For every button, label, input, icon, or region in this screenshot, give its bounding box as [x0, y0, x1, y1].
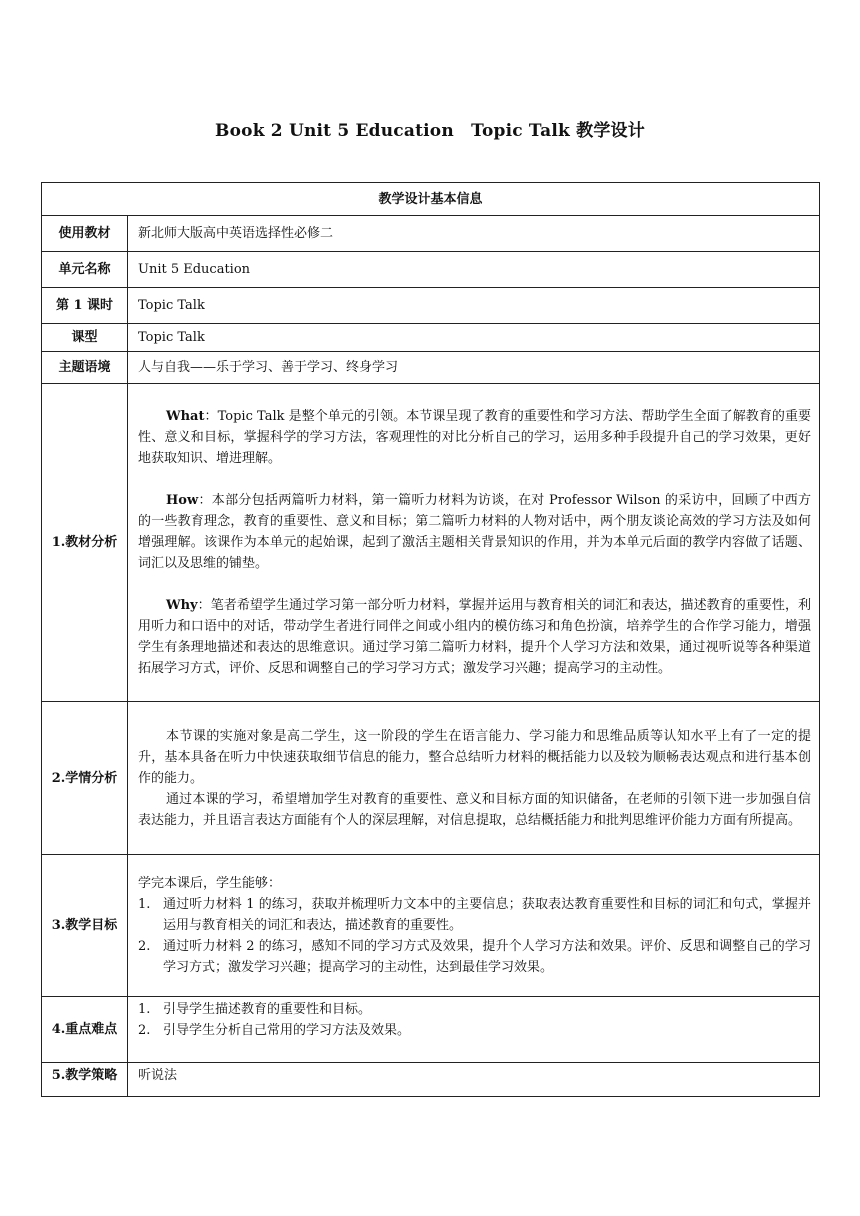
analysis-how-paragraph	[138, 490, 811, 574]
learner-paragraph-2: 通过本课的学习，希望增加学生对教育的重要性、意义和目标方面的知识储备，在老师的引领下进一步加强自信表达能力，并且语言表达方面能有个人的深层理解，对信息提取，总结概括能力和批判思维评价能力方面有所提高。	[138, 791, 812, 828]
analysis-why-text: ：笔者希望学生通过学习第一部分听力材料，掌握并运用与教育相关的词汇和表达，描述教育的重要性，利用听力和口语中的对话，带动学生者进行同伴之间或小组内的模仿练习和角色扮演，培养学生的合作学习能力，增强学生有条理地描述和表达的思维意识。通过学习第二篇听力材料，提升个人学习方法和效果，通过视听说等各种渠道拓展学习方式，评价、反思和调整自己的学习学习方式；激发学习兴趣；提高学习的主动性。	[138, 598, 812, 676]
analysis-what-text: ：Topic Talk 是整个单元的引领。本节课呈现了教育的重要性和学习方法、帮助学生全面了解教育的重要性、意义和目标，掌握科学的学习方法，客观理性的对比分析自己的学习，运用多种手段提升自己的学习效果，更好地获取知识、增进理解。	[138, 409, 812, 466]
objective-item: 2. 通过听力材料 2 的练习，感知不同的学习方式及效果，提升个人学习方法和效果。评价、反思和调整自己的学习学习方式；激发学习兴趣；提高学习的主动性，达到最佳学习效果。	[138, 939, 812, 975]
table-header: 教学设计基本信息	[42, 183, 820, 216]
analysis-what-paragraph	[138, 406, 811, 469]
key-point-item: 2. 引导学生分析自己常用的学习方法及效果。	[138, 1023, 411, 1038]
objective-item: 1. 通过听力材料 1 的练习，获取并梳理听力文本中的主要信息；获取表达教育重要性和目标的词汇和句式，掌握并运用与教育相关的词汇和表达，描述教育的重要性。	[138, 897, 812, 933]
teaching-objectives-content	[128, 855, 820, 997]
row-label-teaching-strategy: 5.教学策略	[42, 1063, 128, 1097]
objectives-list	[138, 894, 811, 978]
analysis-how-lead: How	[166, 493, 199, 508]
row-label-key-points: 4.重点难点	[42, 997, 128, 1063]
analysis-how-text: ：本部分包括两篇听力材料，第一篇听力材料为访谈，在对 Professor Wilson 的采访中，回顾了中西方的一些教育理念，教育的重要性、意义和目标；第二篇听力材料的人物对话中，两个朋友谈论高效的学习方法及如何增强理解。该课作为本单元的起始课，起到了激活主题相关背景知识的作用，并为本单元后面的教学内容做了话题、词汇以及思维的铺垫。	[138, 493, 812, 571]
analysis-what-lead: What	[166, 409, 205, 424]
learner-paragraph-1: 本节课的实施对象是高二学生，这一阶段的学生在语言能力、学习能力和思维品质等认知水平上有了一定的提升，基本具备在听力中快速获取细节信息的能力，整合总结听力材料的概括能力以及较为顺畅表达观点和进行基本创作的能力。	[138, 728, 812, 786]
analysis-why-paragraph	[138, 595, 811, 679]
row-label-lesson-type: 课型	[42, 324, 128, 352]
analysis-why-lead: Why	[166, 598, 198, 613]
teaching-design-table	[41, 182, 820, 1097]
key-points-content	[128, 997, 820, 1063]
row-value-lesson-type: Topic Talk	[128, 324, 820, 352]
row-label-textbook: 使用教材	[42, 216, 128, 252]
row-value-textbook: 新北师大版高中英语选择性必修二	[128, 216, 820, 252]
material-analysis-content	[128, 384, 820, 702]
row-label-theme-context: 主题语境	[42, 352, 128, 384]
row-label-material-analysis: 1.教材分析	[42, 384, 128, 702]
document-title: Book 2 Unit 5 Education Topic Talk 教学设计	[215, 121, 645, 141]
objectives-intro: 学完本课后，学生能够：	[138, 876, 282, 891]
row-label-lesson: 第 1 课时	[42, 288, 128, 324]
row-value-theme-context: 人与自我——乐于学习、善于学习、终身学习	[128, 352, 820, 384]
row-value-unit-name: Unit 5 Education	[128, 252, 820, 288]
row-value-lesson: Topic Talk	[128, 288, 820, 324]
key-point-item: 1. 引导学生描述教育的重要性和目标。	[138, 1002, 372, 1017]
row-label-learner-analysis: 2.学情分析	[42, 702, 128, 855]
row-label-unit-name: 单元名称	[42, 252, 128, 288]
row-label-teaching-objectives: 3.教学目标	[42, 855, 128, 997]
key-points-list	[138, 999, 811, 1041]
learner-analysis-content	[128, 702, 820, 855]
row-value-teaching-strategy: 听说法	[128, 1063, 820, 1097]
